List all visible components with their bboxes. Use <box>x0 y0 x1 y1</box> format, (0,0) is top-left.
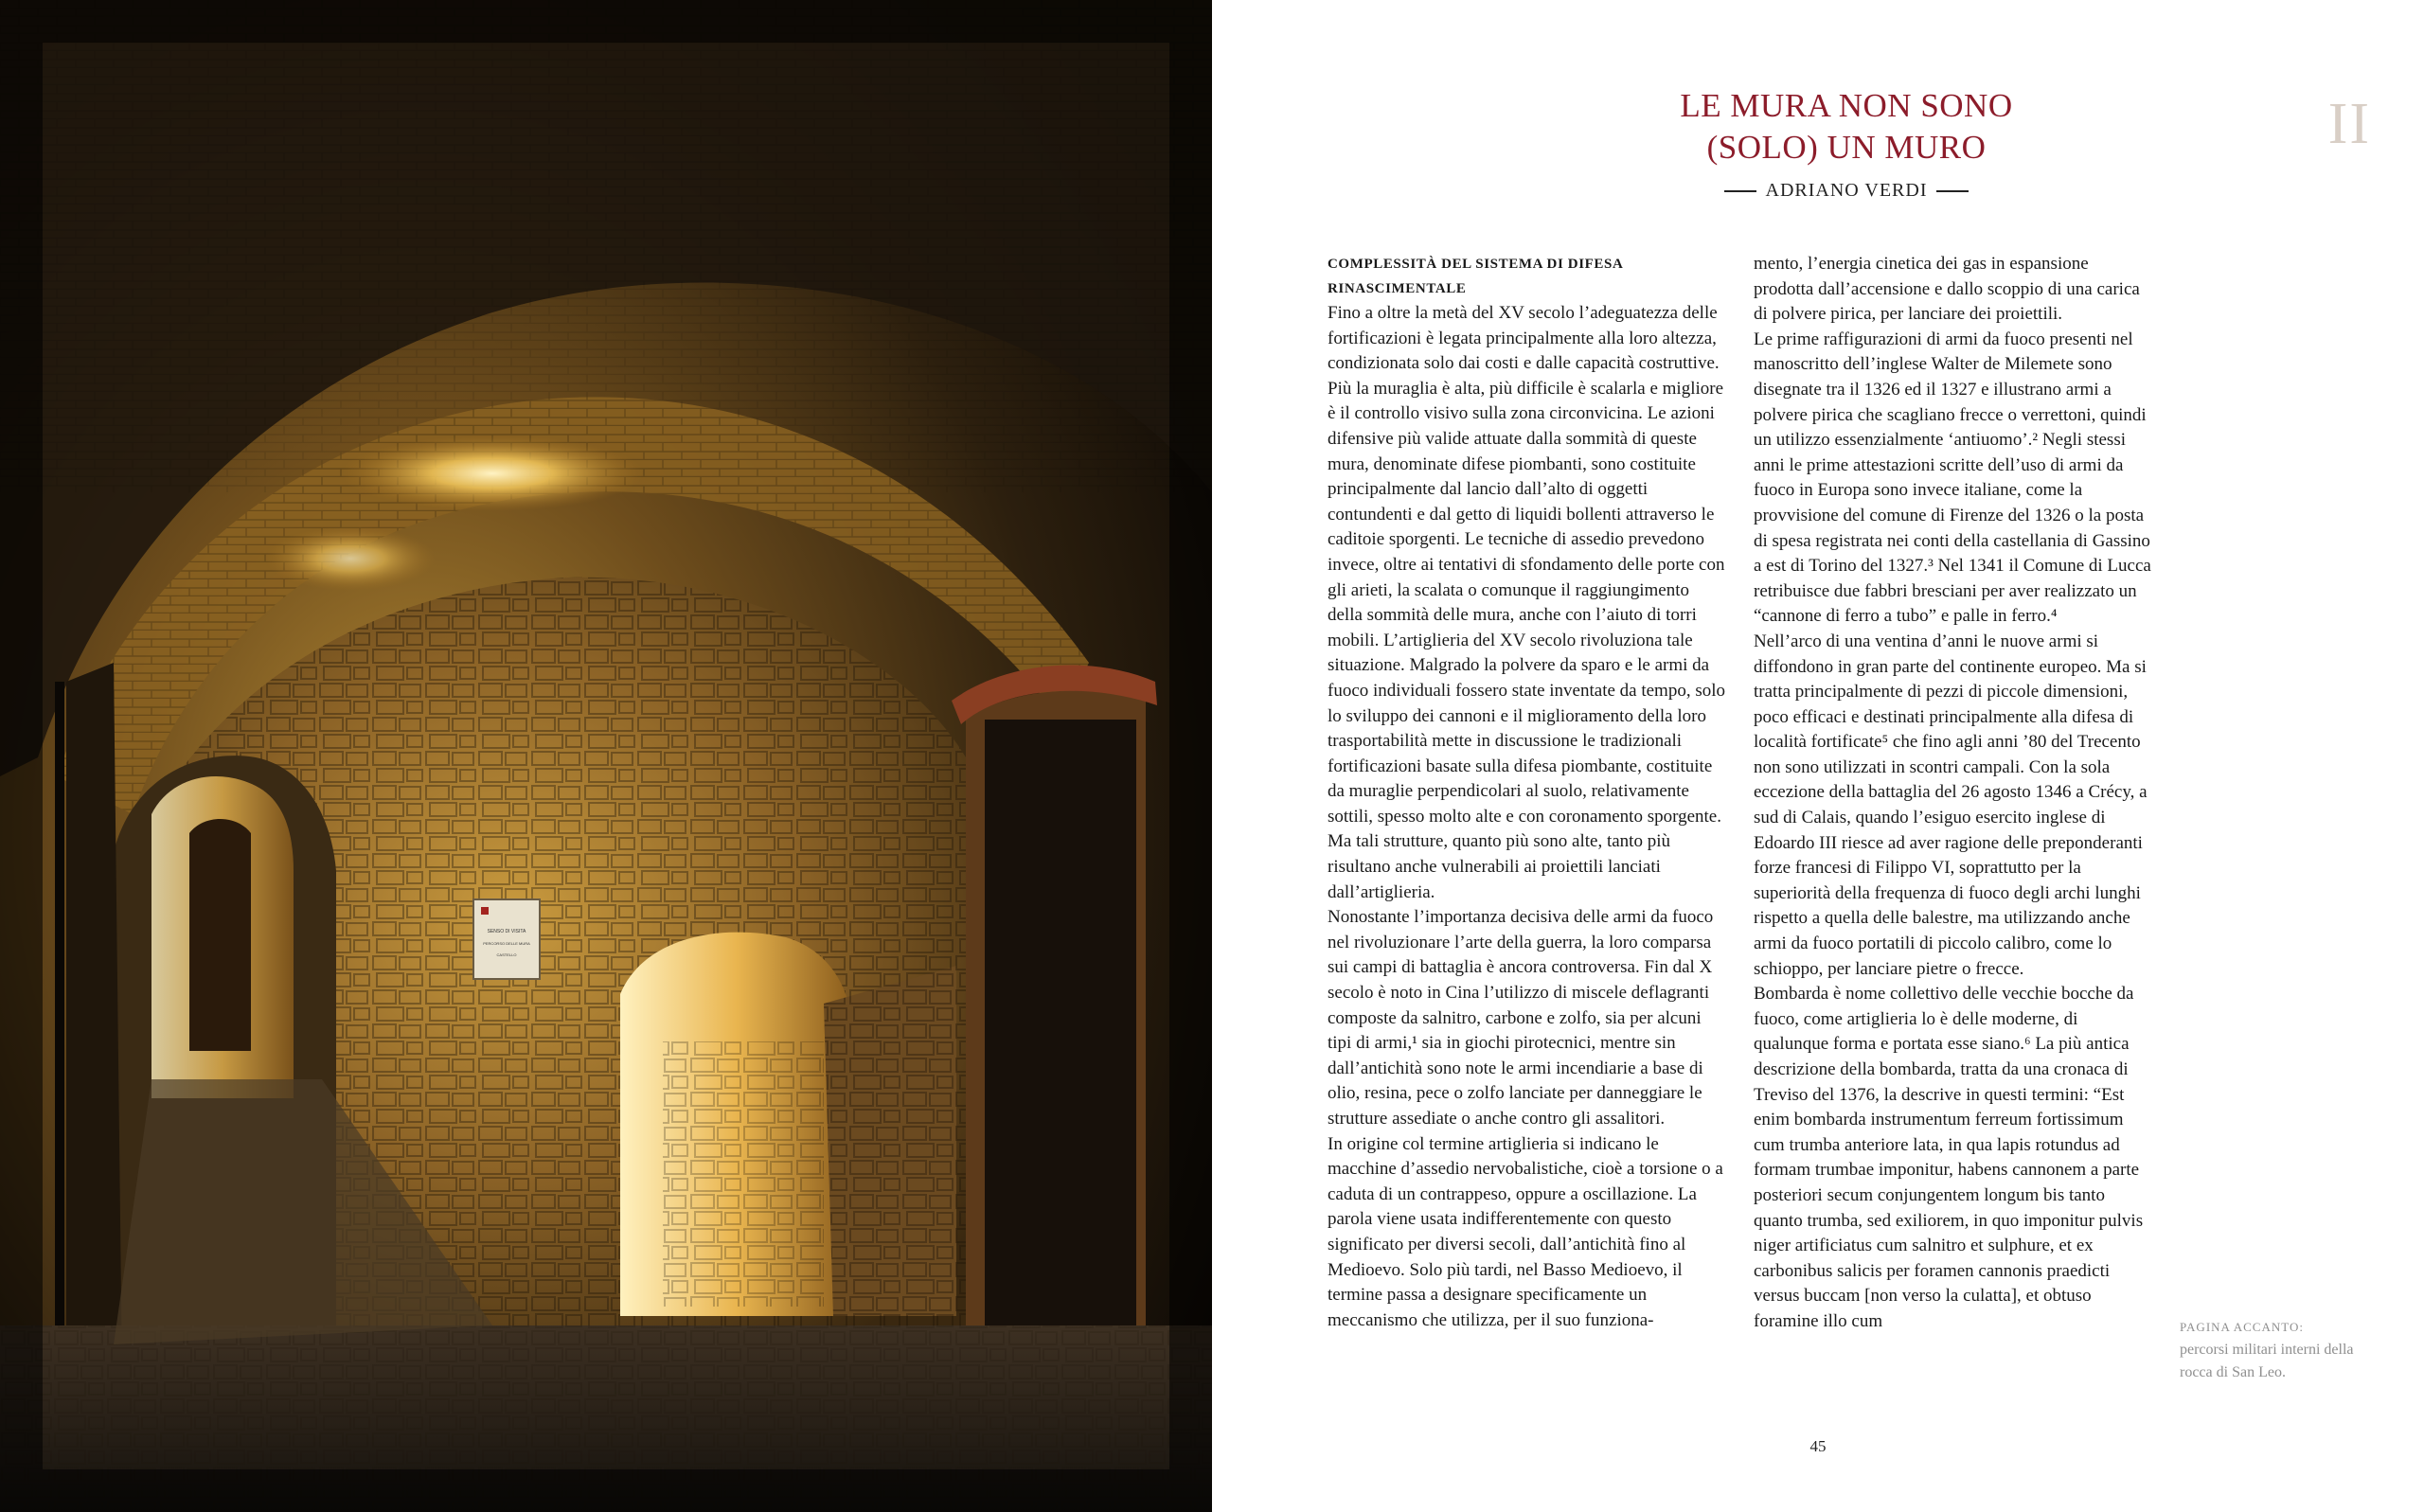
author-name: ADRIANO VERDI <box>1765 180 1928 201</box>
text-page <box>1212 0 2424 1512</box>
paragraph: Nell’arco di una ventina d’anni le nuove armi si diffondono in gran parte del continente europeo. Ma si tratta principalmente di pezzi di piccole dimensioni, poco efficaci e destinati principalmente alla difesa di località fortificate⁵ che fino agli anni ’80 del Trecento non sono utilizzati in scontri campali. Con la sola eccezione della battaglia del 26 agosto 1346 a Crécy, a sud di Calais, quando l’esiguo esercito inglese di Edoardo III riesce ad aver ragione delle preponderanti forze francesi di Filippo VI, soprattutto per la superiorità della frequenza di fuoco degli archi lunghi rispetto a quella delle balestre, ma utilizzando anche armi da fuoco portatili di piccolo calibro, come lo schioppo, per lanciare pietre o frecce. <box>1754 631 2148 979</box>
paragraph: mento, l’energia cinetica dei gas in espansione prodotta dall’accensione e dallo scoppio di una carica di polvere pirica, per lanciare dei proiettili. <box>1754 254 2140 325</box>
paragraph: Fino a oltre la metà del XV secolo l’adeguatezza delle fortificazioni è legata principalmente alla loro altezza, condizionata solo dai costi e dalle capacità costruttive. Più la muraglia è alta, più difficile è scalarla e migliore è il controllo visivo sulla zona circonvicina. Le azioni difensive più valide attuate dalla sommità di queste mura, denominate difese piombanti, sono costituite principalmente dal lancio dall’alto di oggetti contundenti e dal getto di liquidi bollenti attraverso le caditoie sporgenti. Le tecniche di assedio prevedono invece, oltre ai tentativi di sfondamento delle porte con gli arieti, la scalata o comunque il raggiungimento della sommità delle mura, anche con l’aiuto di torri mobili. L’artiglieria del XV secolo rivoluziona tale situazione. Malgrado la polvere da sparo e le armi da fuoco individuali fossero state inventate da tempo, solo lo sviluppo dei cannoni e il miglioramento della loro trasportabilità mette in discussione le tradizionali fortificazioni basate sulla difesa piombante, costituite da muraglie perpendicolari al suolo, relativamente sottili, spesso molto alte e con coronamento sporgente. Ma tali strutture, quanto più sono alte, tanto più risultano anche vulnerabili ai proiettili lanciati dall’artiglieria. <box>1328 303 1726 902</box>
paragraph: Le prime raffigurazioni di armi da fuoco presenti nel manoscritto dell’inglese Walter de Milemete sono disegnate tra il 1326 ed il 1327 e illustrano armi a polvere pirica che scagliano frecce o verrettoni, quindi un utilizzo essenzialmente ‘antiuomo’.² Negli stessi anni le prime attestazioni scritte dell’uso di armi da fuoco in Europa sono invece italiane, come la provvisione del comune di Firenze del 1326 o la posta di spesa registrata nei conti della castellania di Gassino a est di Torino del 1327.³ Nel 1341 il Comune di Lucca retribuisce due fabbri bresciani per aver realizzato un “cannone di ferro a tubo” e palle in ferro.⁴ <box>1754 329 2151 627</box>
caption-label: PAGINA ACCANTO: <box>2180 1320 2304 1334</box>
sign-title: SENSO DI VISITA <box>487 929 526 934</box>
text-column-left <box>1328 252 1725 1333</box>
sign-line1: PERCORSO DELLE MURA <box>483 941 530 946</box>
author-line <box>1515 180 2178 202</box>
section-heading: COMPLESSITÀ DEL SISTEMA DI DIFESA RINASCIMENTALE <box>1328 257 1623 296</box>
text-column-right <box>1754 252 2151 1335</box>
paragraph: Bombarda è nome collettivo delle vecchie bocche da fuoco, come artiglieria lo è delle moderne, di qualunque forma e portata esse siano.⁶ La più antica descrizione della bombarda, tratta da una cronaca di Treviso del 1376, la descrive in questi termini: “Est enim bombarda instrumentum ferreum fortissimum cum trumba anteriore lata, in qua lapis rotundus ad formam trumbae imponitur, habens cannonem a parte posteriori secum conjungentem longum bis tanto quanto trumba, sed exiliorem, in quo imponitur pulvis niger artificiatus cum salnitro et sulphure, et ex carbonibus salicis per foramen cannonis praedicti versus buccam [non verso la culatta], et obtuso foramine illo cum <box>1754 984 2144 1331</box>
page-number: 45 <box>1809 1437 1827 1455</box>
paragraph: In origine col termine artiglieria si indicano le macchine d’assedio nervobalistiche, cioè a torsione o a caduta di un contrappeso, oppure a oscillazione. La parola viene usata indifferentemente con questo significato per diversi secoli, dall’antichità fino al Medioevo. Solo più tardi, nel Basso Medioevo, il termine passa a designare specificamente un meccanismo che utilizza, per il suo funziona- <box>1328 1133 1723 1330</box>
sign-line2: CASTELLO <box>496 952 517 957</box>
wall-sign <box>473 899 540 979</box>
chapter-number: II <box>2327 92 2371 156</box>
photo-caption <box>2180 1316 2388 1384</box>
author-dash-left <box>1724 190 1756 192</box>
chapter-title <box>1515 85 2178 169</box>
paragraph: Nonostante l’importanza decisiva delle armi da fuoco nel rivoluzionare l’arte della guerra, la loro comparsa sui campi di battaglia è ancora controversa. Fin dal X secolo è noto in Cina l’utilizzo di miscele deflagranti composte da salnitro, carbone e zolfo, sia per alcuni tipi di armi,¹ sia in giochi pirotecnici, mentre sin dall’antichità sono note le armi incendiarie a base di olio, resina, pece o zolfo lanciate per danneggiare le strutture assediate o anche contro gli assalitori. <box>1328 907 1714 1129</box>
caption-text: percorsi militari interni della rocca di San Leo. <box>2180 1342 2354 1380</box>
chapter-title-line2: (SOLO) UN MURO <box>1706 129 1987 166</box>
author-dash-right <box>1936 190 1969 192</box>
chapter-title-line1: LE MURA NON SONO <box>1680 87 2013 124</box>
